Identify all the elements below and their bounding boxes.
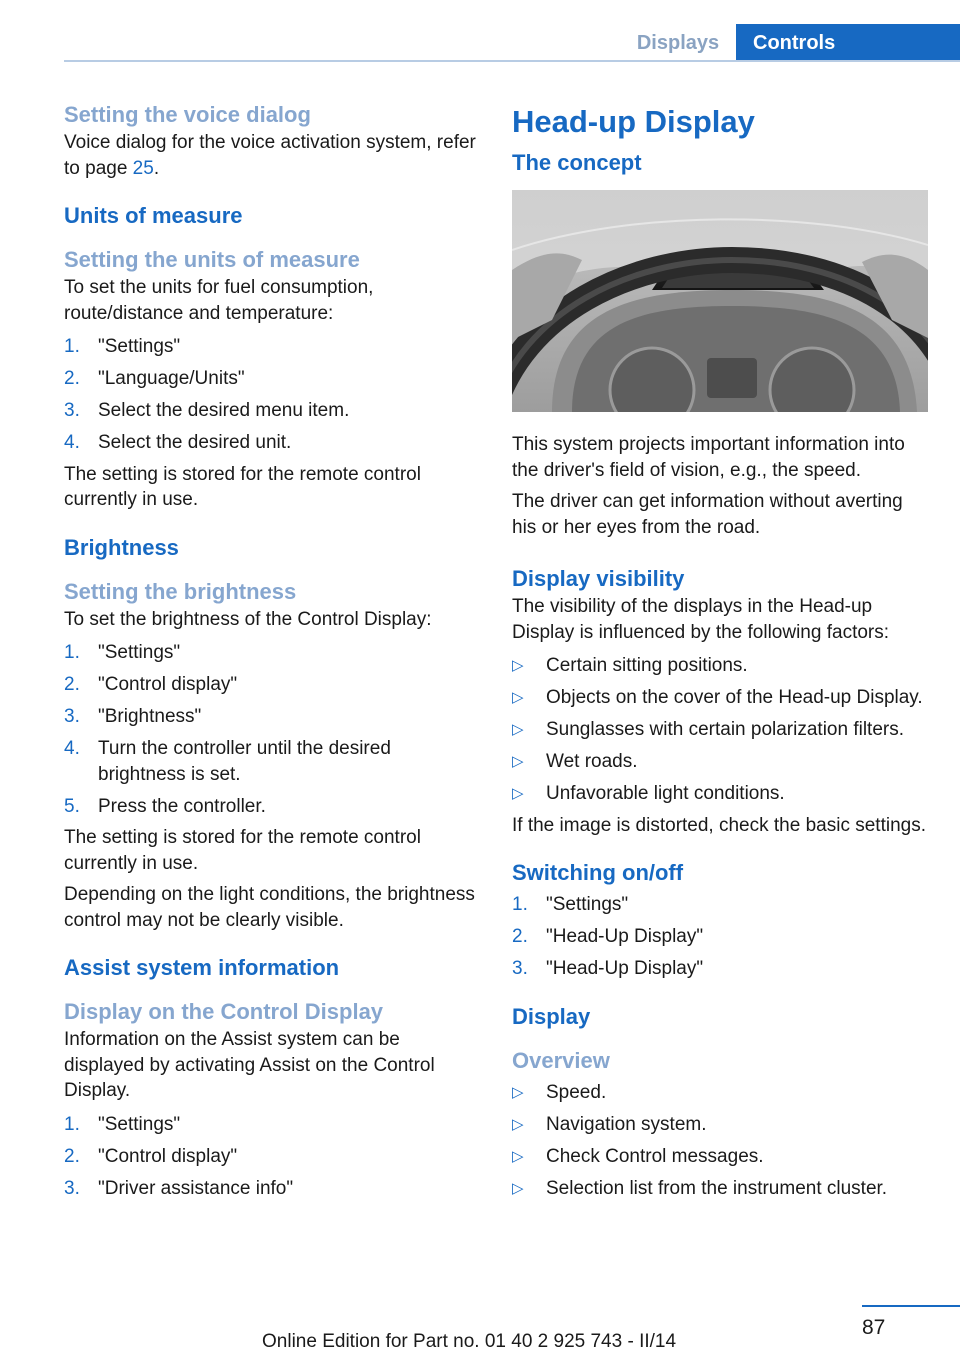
- overview-subheading: Overview: [512, 1047, 610, 1073]
- step-text: Turn the controller until the desired brightness is set.: [98, 738, 391, 785]
- header-rule: [64, 60, 960, 62]
- footer-edition: Online Edition for Part no. 01 40 2 925 743 - II/14: [262, 1331, 677, 1352]
- triangle-bullet-icon: ▷: [512, 657, 524, 674]
- units-note: The setting is stored for the remote control currently in use.: [64, 463, 421, 510]
- step-number: 1.: [64, 336, 80, 357]
- visibility-heading: Display visibility: [512, 566, 685, 591]
- list-item-text: Wet roads.: [546, 751, 638, 772]
- step-item: [64, 430, 476, 456]
- visibility-note: If the image is distorted, check the basic settings.: [512, 814, 926, 836]
- step-text: "Head-Up Display": [546, 958, 704, 979]
- step-item: [64, 640, 476, 666]
- step-number: 1.: [512, 894, 528, 915]
- step-number: 1.: [64, 1113, 80, 1135]
- step-text: "Settings": [98, 1113, 181, 1135]
- step-text: "Settings": [546, 894, 629, 915]
- step-text: Select the desired unit.: [98, 432, 292, 453]
- list-item: [512, 1112, 930, 1138]
- hud-heading: Head-up Display: [512, 104, 755, 139]
- list-item: [512, 749, 930, 775]
- step-item: [512, 892, 930, 918]
- voice-dialog-text-end: .: [153, 157, 160, 179]
- triangle-bullet-icon: ▷: [512, 785, 524, 802]
- dashboard-illustration: [512, 190, 928, 412]
- step-item: [64, 398, 476, 424]
- triangle-bullet-icon: ▷: [512, 721, 524, 738]
- step-number: 3.: [64, 1177, 80, 1199]
- assist-subheading: Display on the Control Display: [64, 999, 384, 1024]
- triangle-bullet-icon: ▷: [512, 1179, 524, 1197]
- triangle-bullet-icon: ▷: [512, 1083, 524, 1101]
- list-item: [512, 781, 930, 807]
- footer-rule: [862, 1305, 960, 1307]
- list-item: [512, 653, 930, 679]
- step-text: "Brightness": [98, 706, 202, 727]
- step-item: [64, 1112, 476, 1138]
- list-item-text: Check Control messages.: [546, 1145, 764, 1167]
- overview-list: [512, 1080, 930, 1202]
- list-item: [512, 1080, 930, 1106]
- step-text: "Control display": [98, 674, 238, 695]
- brightness-heading: Brightness: [64, 534, 179, 560]
- left-column: [64, 100, 476, 1201]
- concept-text: This system projects important information into the driver's field of vision, e.g., the speed.: [512, 434, 905, 481]
- step-item: [64, 334, 476, 360]
- step-item: [64, 366, 476, 392]
- assist-heading: Assist system information: [64, 955, 340, 980]
- triangle-bullet-icon: ▷: [512, 1115, 524, 1133]
- right-column: [512, 100, 930, 1201]
- units-subheading: Setting the units of measure: [64, 247, 360, 272]
- brightness-steps: [64, 640, 476, 819]
- assist-intro: Information on the Assist system can be displayed by activating Assist on the Control Display.: [64, 1029, 435, 1101]
- step-number: 3.: [64, 400, 80, 421]
- step-number: 2.: [512, 926, 528, 947]
- units-heading: Units of measure: [64, 203, 243, 228]
- list-item-text: Navigation system.: [546, 1113, 707, 1135]
- display-heading: Display: [512, 1003, 591, 1029]
- step-text: "Driver assistance info": [98, 1177, 294, 1199]
- list-item: [512, 717, 930, 743]
- concept-text-2: The driver can get information without averting his or her eyes from the road.: [512, 491, 903, 538]
- step-text: "Settings": [98, 336, 181, 357]
- list-item: [512, 685, 930, 711]
- step-number: 2.: [64, 1145, 80, 1167]
- step-text: "Language/Units": [98, 368, 245, 389]
- step-number: 5.: [64, 795, 80, 817]
- step-number: 1.: [64, 642, 80, 663]
- section-tab-displays: Displays: [636, 32, 720, 54]
- step-number: 4.: [64, 432, 80, 453]
- units-steps: [64, 334, 476, 456]
- step-item: [512, 924, 930, 950]
- step-number: 2.: [64, 368, 80, 389]
- brightness-subheading: Setting the brightness: [64, 578, 297, 604]
- list-item-text: Unfavorable light conditions.: [546, 783, 785, 804]
- brightness-intro: To set the brightness of the Control Display:: [64, 608, 432, 630]
- concept-heading: The concept: [512, 150, 642, 175]
- hud-illustration: [512, 190, 928, 412]
- step-text: "Head-Up Display": [546, 926, 704, 947]
- step-item: [64, 704, 476, 730]
- chapter-tab-controls: Controls: [736, 24, 960, 62]
- brightness-note: The setting is stored for the remote control currently in use.: [64, 827, 421, 874]
- triangle-bullet-icon: ▷: [512, 1147, 524, 1165]
- switching-steps: [512, 892, 930, 982]
- list-item: [512, 1176, 930, 1202]
- voice-dialog-heading: Setting the voice dialog: [64, 102, 311, 127]
- list-item-text: Selection list from the instrument cluster.: [546, 1177, 888, 1199]
- visibility-factors: [512, 653, 930, 807]
- assist-steps: [64, 1112, 476, 1202]
- triangle-bullet-icon: ▷: [512, 689, 524, 706]
- step-text: "Settings": [98, 642, 181, 663]
- triangle-bullet-icon: ▷: [512, 753, 524, 770]
- step-item: [512, 956, 930, 982]
- step-item: [64, 794, 476, 820]
- step-number: 4.: [64, 738, 80, 759]
- voice-dialog-text-main: Voice dialog for the voice activation system, refer to page: [64, 132, 476, 179]
- step-text: Press the controller.: [98, 795, 266, 817]
- list-item-text: Sunglasses with certain polarization filters.: [546, 719, 905, 740]
- page-number: 87: [862, 1316, 886, 1339]
- step-number: 3.: [64, 706, 80, 727]
- step-number: 3.: [512, 958, 528, 979]
- list-item-text: Certain sitting positions.: [546, 655, 748, 676]
- step-item: [64, 1176, 476, 1202]
- step-number: 2.: [64, 674, 80, 695]
- step-item: [64, 736, 476, 787]
- list-item: [512, 1144, 930, 1170]
- page-reference-link[interactable]: 25: [132, 157, 154, 179]
- brightness-visibility-note: Depending on the light conditions, the brightness control may not be clearly visible.: [64, 884, 475, 931]
- list-item-text: Objects on the cover of the Head-up Display.: [546, 687, 923, 708]
- units-intro: To set the units for fuel consumption, route/distance and temperature:: [64, 277, 374, 324]
- voice-dialog-text: [64, 130, 476, 181]
- switching-heading: Switching on/off: [512, 860, 684, 885]
- list-item-text: Speed.: [546, 1081, 607, 1103]
- step-text: Select the desired menu item.: [98, 400, 350, 421]
- visibility-intro: The visibility of the displays in the Head-up Display is influenced by the following factors:: [512, 596, 890, 643]
- step-item: [64, 672, 476, 698]
- step-item: [64, 1144, 476, 1170]
- step-text: "Control display": [98, 1145, 238, 1167]
